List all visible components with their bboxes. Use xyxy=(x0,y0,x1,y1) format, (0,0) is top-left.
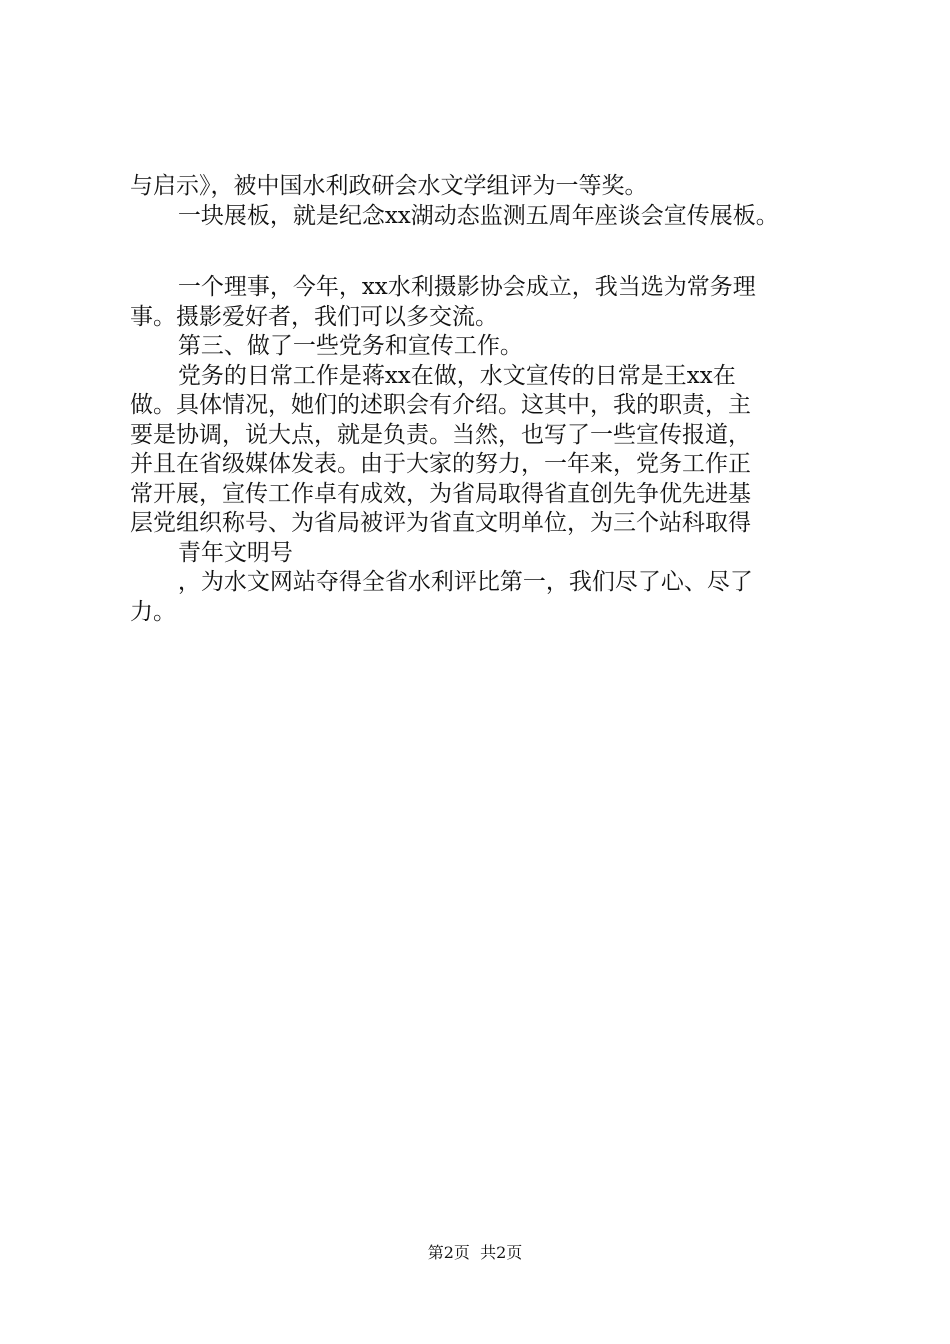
text-line: 层党组织称号、为省局被评为省直文明单位，为三个站科取得 xyxy=(130,510,751,536)
text-line: 第三、做了一些党务和宣传工作。 xyxy=(177,333,523,359)
text-line: 党务的日常工作是蒋xx在做，水文宣传的日常是王xx在 xyxy=(177,362,736,389)
text-line: 与启示》，被中国水利政研会水文学组评为一等奖。 xyxy=(130,173,648,199)
text-line: 力。 xyxy=(130,598,176,625)
text-line: ，为水文网站夺得全省水利评比第一，我们尽了心、尽了 xyxy=(177,569,753,595)
text-line: 青年文明号 xyxy=(177,539,293,566)
page-footer xyxy=(0,1243,950,1263)
document-body xyxy=(130,172,850,627)
blank-line xyxy=(130,231,850,273)
text-line: 并且在省级媒体发表。由于大家的努力，一年来，党务工作正 xyxy=(130,451,751,477)
text-line: 常开展，宣传工作卓有成效，为省局取得省直创先争优先进基 xyxy=(130,480,751,507)
text-line: 做。具体情况，她们的述职会有介绍。这其中，我的职责，主 xyxy=(130,392,751,418)
text-line: 事。摄影爱好者，我们可以多交流。 xyxy=(130,303,498,330)
page-number: 第2页 xyxy=(427,1243,470,1262)
text-line: 一个理事，今年，xx水利摄影协会成立，我当选为常务理 xyxy=(177,274,756,300)
text-line: 一块展板，就是纪念xx湖动态监测五周年座谈会宣传展板。 xyxy=(177,202,779,229)
text-line: 要是协调，说大点，就是负责。当然，也写了一些宣传报道， xyxy=(130,421,751,448)
page-total: 共2页 xyxy=(480,1243,523,1262)
